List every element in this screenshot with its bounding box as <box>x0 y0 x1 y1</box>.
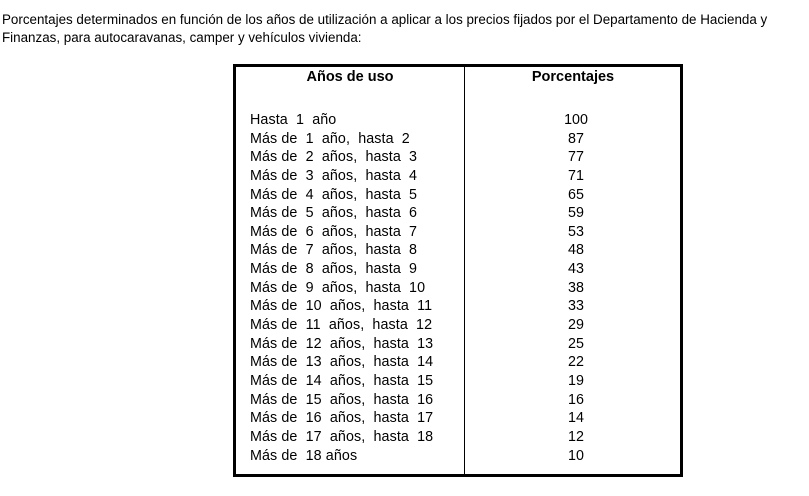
header-years-of-use: Años de uso <box>306 69 394 85</box>
years-of-use-cell: Más de 11 años, hasta 12 <box>250 317 433 334</box>
table-row <box>236 428 680 447</box>
table-row <box>236 279 680 298</box>
years-of-use-cell: Más de 13 años, hasta 14 <box>250 354 434 371</box>
percentage-cell: 22 <box>568 354 584 371</box>
years-of-use-cell: Más de 2 años, hasta 3 <box>250 149 418 166</box>
table-row <box>236 130 680 149</box>
intro-line-2: Finanzas, para autocaravanas, camper y vehículos vivienda: <box>2 30 362 45</box>
table-row <box>236 148 680 167</box>
intro-paragraph <box>2 11 807 47</box>
years-of-use-cell: Más de 1 año, hasta 2 <box>250 130 410 147</box>
table-row <box>236 447 680 466</box>
percentage-cell: 25 <box>568 335 584 352</box>
years-of-use-cell: Más de 12 años, hasta 13 <box>250 335 434 352</box>
percentage-cell: 77 <box>568 149 584 166</box>
header-percentages: Porcentajes <box>531 69 615 85</box>
intro-line-1: Porcentajes determinados en función de los años de utilización a aplicar a los precios fijados por el Departamento de Hacienda y <box>2 12 768 27</box>
percentage-cell: 19 <box>568 372 584 389</box>
depreciation-table <box>233 64 683 477</box>
years-of-use-cell: Más de 14 años, hasta 15 <box>250 372 434 389</box>
percentage-cell: 16 <box>568 391 584 408</box>
percentage-cell: 38 <box>568 279 584 296</box>
years-of-use-cell: Más de 6 años, hasta 7 <box>250 223 418 240</box>
percentage-cell: 71 <box>568 167 584 184</box>
percentage-cell: 59 <box>568 205 584 222</box>
years-of-use-cell: Más de 8 años, hasta 9 <box>250 261 418 278</box>
years-of-use-cell: Más de 10 años, hasta 11 <box>250 298 433 315</box>
table-body <box>236 111 680 465</box>
table-row <box>236 391 680 410</box>
table-row <box>236 111 680 130</box>
years-of-use-cell: Hasta 1 año <box>250 112 337 128</box>
percentage-cell: 100 <box>564 112 588 128</box>
percentage-cell: 43 <box>568 261 584 278</box>
table-row <box>236 372 680 391</box>
table-row <box>236 335 680 354</box>
years-of-use-cell: Más de 7 años, hasta 8 <box>250 242 418 259</box>
years-of-use-cell: Más de 3 años, hasta 4 <box>250 167 418 184</box>
years-of-use-cell: Más de 5 años, hasta 6 <box>250 205 418 222</box>
table-row <box>236 167 680 186</box>
percentage-cell: 33 <box>568 298 584 315</box>
table-row <box>236 204 680 223</box>
percentage-cell: 53 <box>568 223 584 240</box>
table-row <box>236 260 680 279</box>
table-row <box>236 409 680 428</box>
percentage-cell: 12 <box>568 428 584 445</box>
years-of-use-cell: Más de 9 años, hasta 10 <box>250 279 426 296</box>
percentage-cell: 10 <box>568 447 584 464</box>
percentage-cell: 48 <box>568 242 584 259</box>
years-of-use-cell: Más de 4 años, hasta 5 <box>250 186 418 203</box>
percentage-cell: 14 <box>568 410 584 427</box>
percentage-cell: 65 <box>568 186 584 203</box>
table-row <box>236 316 680 335</box>
table-row <box>236 223 680 242</box>
table-row <box>236 241 680 260</box>
years-of-use-cell: Más de 16 años, hasta 17 <box>250 410 434 427</box>
table-row <box>236 353 680 372</box>
table-row <box>236 297 680 316</box>
years-of-use-cell: Más de 17 años, hasta 18 <box>250 428 434 445</box>
percentage-cell: 29 <box>568 317 584 334</box>
years-of-use-cell: Más de 18 años <box>250 447 358 464</box>
table-row <box>236 186 680 205</box>
percentage-cell: 87 <box>568 130 584 147</box>
years-of-use-cell: Más de 15 años, hasta 16 <box>250 391 434 408</box>
